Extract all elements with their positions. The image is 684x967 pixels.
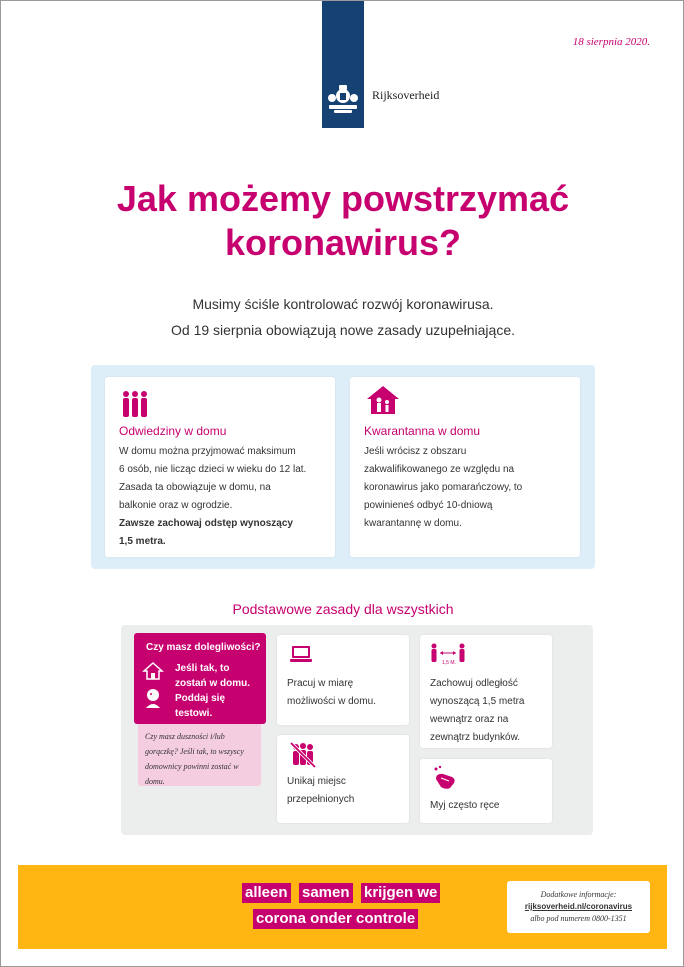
symptoms-note-box xyxy=(138,724,261,786)
visits-line: W domu można przyjmować maksimum xyxy=(119,446,296,457)
distance-text xyxy=(430,675,550,747)
work-line: Pracuj w miarę xyxy=(287,678,354,689)
work-from-home-card xyxy=(277,635,409,725)
slogan-word-3: krijgen we xyxy=(361,883,440,903)
hands-line: Myj często ręce xyxy=(430,800,500,811)
subtitle-line-2: Od 19 sierpnia obowiązują nowe zasady uzupełniające. xyxy=(171,322,515,338)
info-link[interactable]: rijksoverheid.nl/coronavirus xyxy=(524,902,633,911)
symptoms-note-line: Czy masz duszności i/lub xyxy=(145,732,225,741)
laptop-icon xyxy=(289,644,313,664)
quarantine-line: powinieneś odbyć 10-dniową xyxy=(364,500,493,511)
distance-line: wewnątrz oraz na xyxy=(430,714,509,725)
wash-hands-card xyxy=(420,759,552,823)
avoid-crowds-card xyxy=(277,735,409,823)
logo-text: Rijksoverheid xyxy=(372,88,440,102)
home-quarantine-icon xyxy=(366,385,400,415)
quarantine-text xyxy=(364,443,576,533)
distance-line: Zachowuj odległość xyxy=(430,678,518,689)
visits-line: 6 osób, nie licząc dzieci w wieku do 12 lat. xyxy=(119,464,307,475)
crowds-line: Unikaj miejsc xyxy=(287,776,346,787)
symptoms-note-line: gorączkę? Jeśli tak, to wszyscy xyxy=(145,747,244,756)
symptoms-line: Poddaj się xyxy=(175,693,226,704)
distance-line: zewnątrz budynków. xyxy=(430,732,521,743)
visits-line: balkonie oraz w ogrodzie. xyxy=(119,500,233,511)
quarantine-line: koronawirus jako pomarańczowy, to xyxy=(364,482,523,493)
quarantine-line: zakwalifikowanego ze względu na xyxy=(364,464,515,475)
visits-bold-line: 1,5 metra. xyxy=(119,536,166,547)
visits-title: Odwiedziny w domu xyxy=(119,424,227,438)
crowds-line: przepełnionych xyxy=(287,794,355,805)
wash-hands-icon xyxy=(432,765,458,791)
coat-of-arms-icon xyxy=(325,83,361,119)
symptoms-note-line: domu. xyxy=(145,777,165,786)
info-box xyxy=(507,881,650,933)
work-line: możliwości w domu. xyxy=(287,696,376,707)
visits-bold-line: Zawsze zachowaj odstęp wynoszący xyxy=(119,518,293,529)
people-group-icon xyxy=(120,389,150,419)
publication-date: 18 sierpnia 2020. xyxy=(572,36,650,48)
work-text xyxy=(287,675,405,711)
symptoms-note-line: domownicy powinni zostać w xyxy=(145,762,239,771)
quarantine-card xyxy=(350,377,580,557)
home-icon xyxy=(142,661,164,681)
symptoms-box xyxy=(134,633,266,724)
distance-label: 1,5 M. xyxy=(442,660,456,666)
hands-text xyxy=(430,797,548,815)
slogan-line-2: corona onder controle xyxy=(253,909,418,929)
symptoms-line: Jeśli tak, to xyxy=(175,663,230,674)
rijksoverheid-logo xyxy=(322,1,364,128)
quarantine-line: Jeśli wrócisz z obszaru xyxy=(364,446,467,457)
page-title xyxy=(41,177,645,265)
distance-line: wynoszącą 1,5 metra xyxy=(430,696,525,707)
info-label: Dodatkowe informacje: xyxy=(540,890,617,899)
crowds-text xyxy=(287,773,405,809)
symptoms-text xyxy=(175,661,263,721)
symptoms-line: testowi. xyxy=(175,708,213,719)
quarantine-title: Kwarantanna w domu xyxy=(364,424,481,438)
slogan-word-1: alleen xyxy=(242,883,291,903)
symptoms-note xyxy=(145,729,260,789)
title-line-1: Jak możemy powstrzymać xyxy=(116,178,570,219)
symptoms-title: Czy masz dolegliwości? xyxy=(146,642,261,653)
symptoms-line: zostań w domu. xyxy=(175,678,250,689)
slogan-word-2: samen xyxy=(299,883,353,903)
distance-card xyxy=(420,635,552,748)
no-crowds-icon xyxy=(289,741,317,769)
basic-rules-heading: Podstawowe zasady dla wszystkich xyxy=(232,601,454,617)
info-phone: albo pod numerem 0800-1351 xyxy=(530,914,627,923)
visits-line: Zasada ta obowiązuje w domu, na xyxy=(119,482,271,493)
sick-person-icon xyxy=(142,687,164,709)
visits-card xyxy=(105,377,335,557)
title-line-2: koronawirus? xyxy=(224,222,462,263)
subtitle-line-1: Musimy ściśle kontrolować rozwój koronawirusa. xyxy=(192,296,494,312)
subtitle xyxy=(41,291,645,343)
visits-text xyxy=(119,443,331,551)
quarantine-line: kwarantannę w domu. xyxy=(364,518,462,529)
